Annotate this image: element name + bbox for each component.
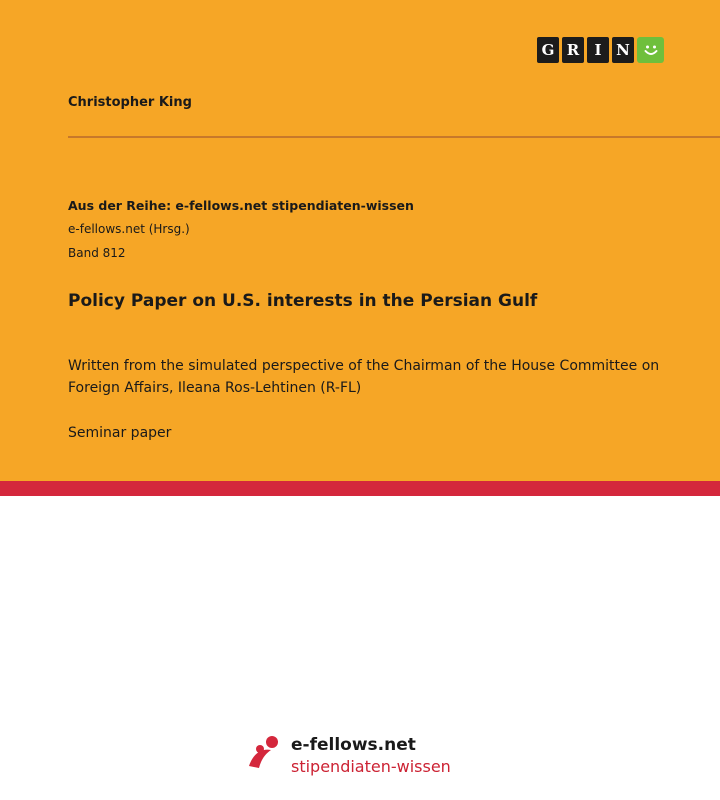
smiley-icon xyxy=(637,37,664,63)
efellows-logo xyxy=(245,734,451,778)
series-line: Aus der Reihe: e-fellows.net stipendiaten-wissen xyxy=(68,198,414,213)
grin-letter-i: I xyxy=(587,37,609,63)
grin-logo xyxy=(537,37,664,63)
book-title: Policy Paper on U.S. interests in the Persian Gulf xyxy=(68,291,538,311)
band-number: Band 812 xyxy=(68,246,126,260)
efellows-mark-icon xyxy=(245,734,285,770)
grin-letter-r: R xyxy=(562,37,584,63)
document-type: Seminar paper xyxy=(68,425,172,441)
author-name: Christopher King xyxy=(68,95,192,110)
red-band xyxy=(0,481,720,496)
book-subtitle: Written from the simulated perspective of the Chairman of the House Committee on Foreign Affairs, Ileana Ros-Lehtinen (R-FL) xyxy=(68,358,660,396)
efellows-subbrand: stipendiaten-wissen xyxy=(291,757,451,776)
grin-letter-g: G xyxy=(537,37,559,63)
efellows-brand: e-fellows.net xyxy=(291,735,416,755)
divider-rule xyxy=(68,136,720,138)
publisher-line: e-fellows.net (Hrsg.) xyxy=(68,222,190,236)
grin-letter-n: N xyxy=(612,37,634,63)
